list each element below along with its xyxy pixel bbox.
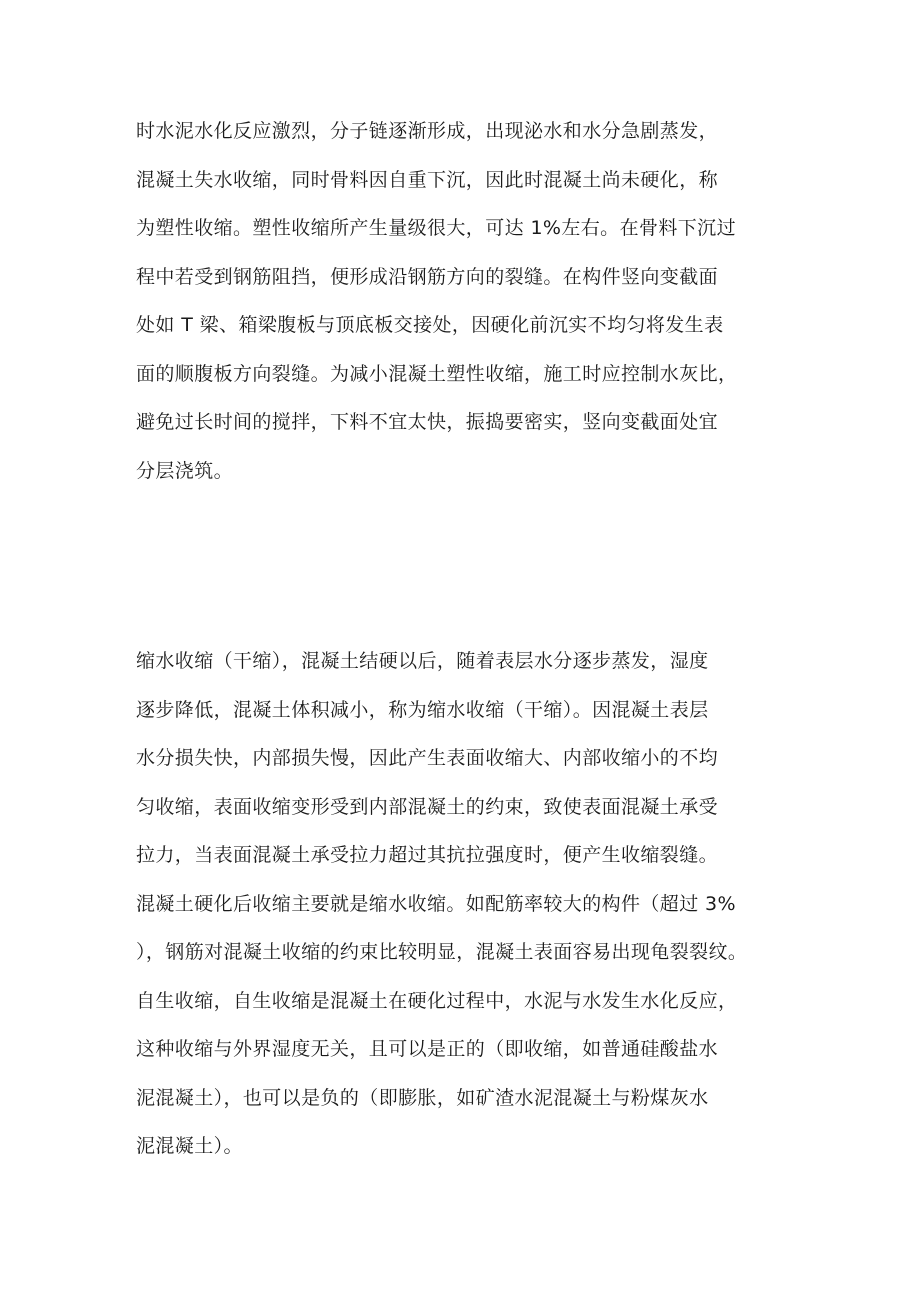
text-line: 缩水收缩（干缩），混凝土结硬以后，随着表层水分逐步蒸发，湿度 [136,650,709,672]
text-line: 水分损失快，内部损失慢，因此产生表面收缩大、内部收缩小的不均 [136,747,719,769]
text-line: 避免过长时间的搅拌，下料不宜太快，振捣要密实，竖向变截面处宜 [136,411,719,433]
text-line: ），钢筋对混凝土收缩的约束比较明显，混凝土表面容易出现龟裂裂纹。 [136,941,748,963]
text-line: 分层浇筑。 [136,459,234,482]
text-line: 混凝土硬化后收缩主要就是缩水收缩。如配筋率较大的构件（超过 3% [136,892,736,915]
paragraph-plastic-shrinkage [136,107,796,495]
text-line: 这种收缩与外界湿度无关，且可以是正的（即收缩，如普通硅酸盐水 [136,1038,719,1060]
text-line: 处如 T 梁、箱梁腹板与顶底板交接处，因硬化前沉实不均匀将发生表 [136,314,724,336]
text-line: 逐步降低，混凝土体积减小，称为缩水收缩（干缩）。因混凝土表层 [136,698,709,721]
text-line: 混凝土失水收缩，同时骨料因自重下沉，因此时混凝土尚未硬化，称 [136,168,719,191]
text-line: 面的顺腹板方向裂缝。为减小混凝土塑性收缩，施工时应控制水灰比， [136,362,738,385]
text-line: 泥混凝土）。 [136,1135,243,1157]
text-line: 泥混凝土），也可以是负的（即膨胀，如矿渣水泥混凝土与粉煤灰水 [136,1086,709,1109]
text-line: 自生收缩，自生收缩是混凝土在硬化过程中，水泥与水发生水化反应， [136,989,738,1012]
text-line: 时水泥水化反应激烈，分子链逐渐形成，出现泌水和水分急剧蒸发， [136,120,719,142]
paragraph-drying-shrinkage [136,637,796,1171]
text-line: 拉力，当表面混凝土承受拉力超过其抗拉强度时，便产生收缩裂缝。 [136,844,719,866]
text-line: 程中若受到钢筋阻挡，便形成沿钢筋方向的裂缝。在构件竖向变截面 [136,265,719,288]
text-line: 匀收缩，表面收缩变形受到内部混凝土的约束，致使表面混凝土承受 [136,795,719,818]
text-line: 为塑性收缩。塑性收缩所产生量级很大，可达 1%左右。在骨料下沉过 [136,217,736,239]
